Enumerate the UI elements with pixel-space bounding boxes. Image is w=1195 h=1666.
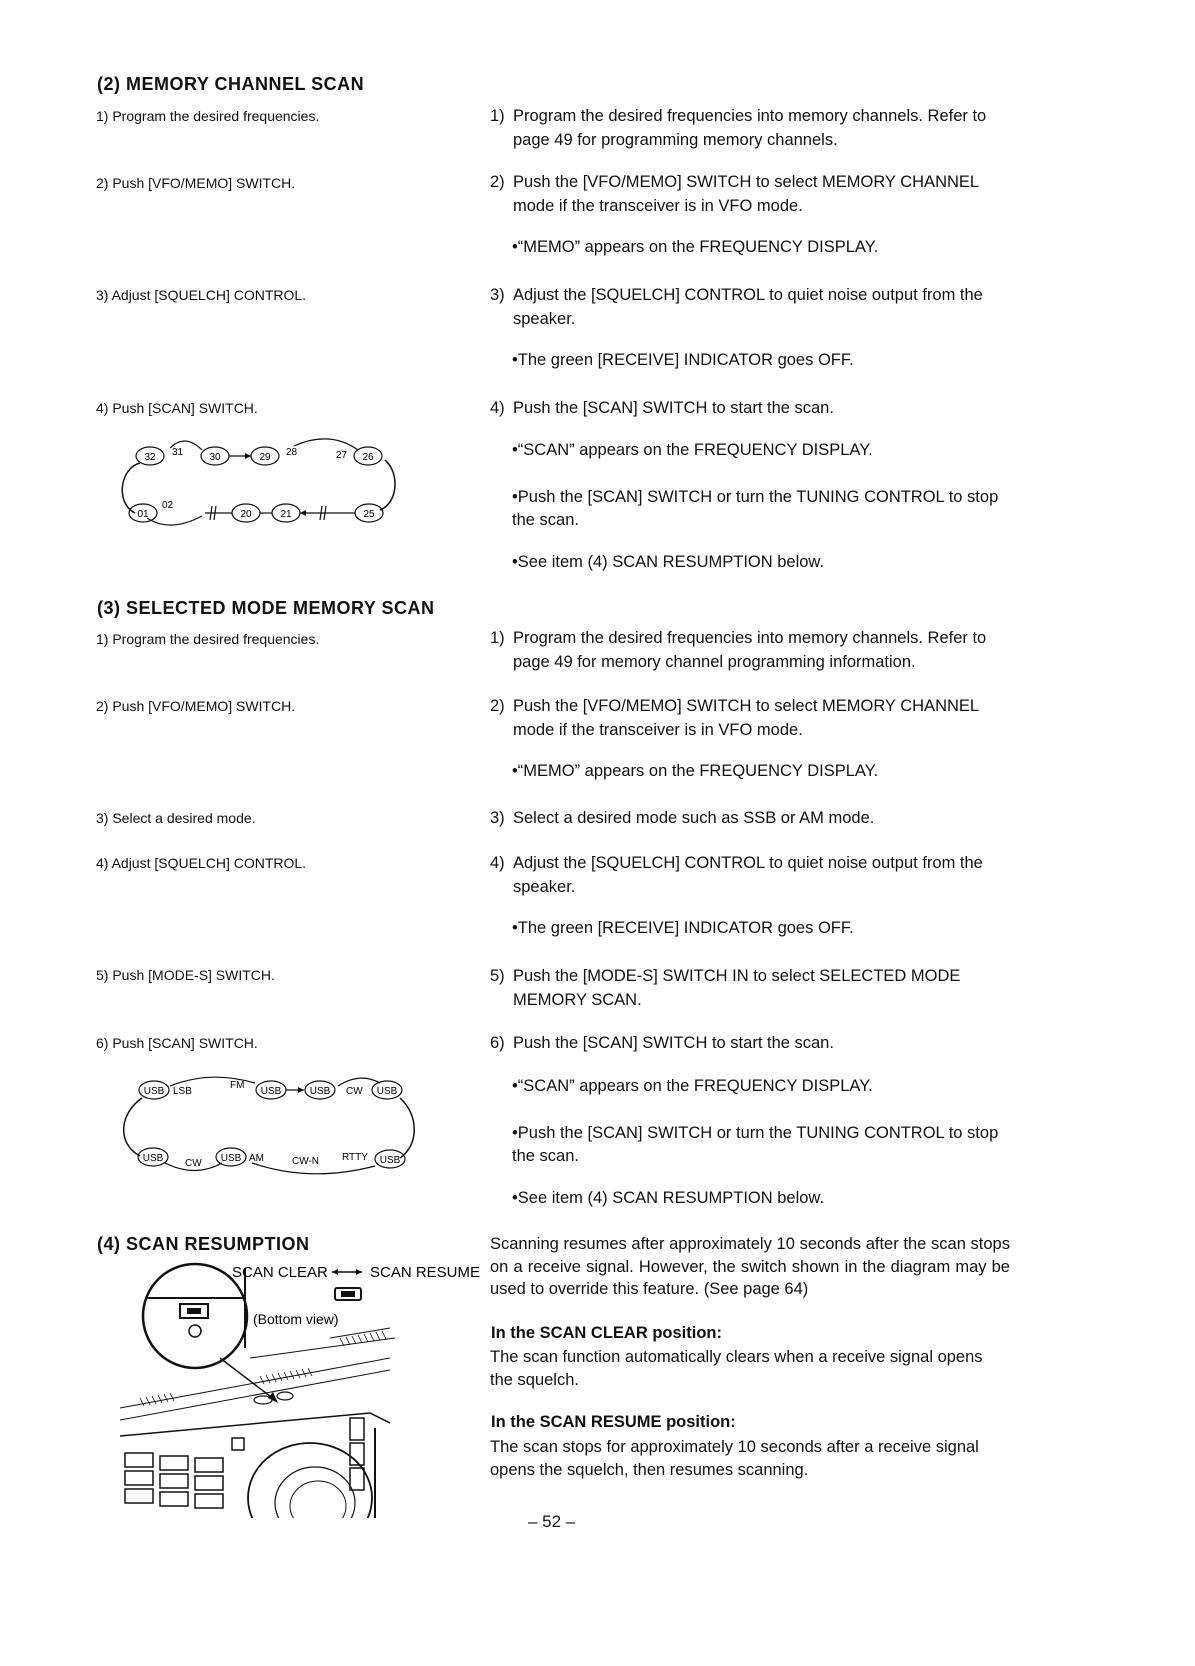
right-step: 3) Select a desired mode such as SSB or AM mode.	[490, 809, 875, 827]
right-step: 1) Program the desired frequencies into memory channels. Refer to page 49 for memory channel programming information.	[490, 629, 987, 671]
scan-clear-heading: In the SCAN CLEAR position:	[491, 1324, 722, 1342]
channel-label: 26	[362, 452, 374, 463]
mode-label: RTTY	[342, 1152, 368, 1163]
bullet-note: •The green [RECEIVE] INDICATOR goes OFF.	[512, 351, 854, 369]
left-step: 5) Push [MODE-S] SWITCH.	[96, 967, 275, 983]
left-step: 4) Adjust [SQUELCH] CONTROL.	[96, 855, 307, 871]
mode-label: CW	[185, 1158, 202, 1169]
bullet-note: •Push the [SCAN] SWITCH or turn the TUNING CONTROL to stop the scan.	[512, 488, 999, 529]
bullet-note: •The green [RECEIVE] INDICATOR goes OFF.	[512, 919, 854, 937]
mode-label: USB	[220, 1153, 242, 1164]
channel-label: 01	[137, 509, 149, 520]
channel-label: 31	[172, 447, 184, 458]
mode-label: FM	[230, 1080, 245, 1091]
left-step: 4) Push [SCAN] SWITCH.	[96, 400, 258, 416]
bullet-note: •See item (4) SCAN RESUMPTION below.	[512, 553, 825, 571]
right-step: 1) Program the desired frequencies into memory channels. Refer to page 49 for programming memory channels.	[490, 107, 987, 149]
memory-channel-scan-diagram	[110, 428, 420, 538]
channel-label: 20	[240, 509, 252, 520]
left-step: 6) Push [SCAN] SWITCH.	[96, 1035, 258, 1051]
left-step: 2) Push [VFO/MEMO] SWITCH.	[96, 698, 296, 714]
right-step: 2) Push the [VFO/MEMO] SWITCH to select MEMORY CHANNEL mode if the transceiver is in VFO mode.	[490, 173, 979, 215]
bottom-view-label: (Bottom view)	[253, 1311, 339, 1327]
bullet-note: •See item (4) SCAN RESUMPTION below.	[512, 1189, 825, 1207]
scan-clear-label: SCAN CLEAR	[232, 1264, 328, 1281]
page-number: – 52 –	[528, 1512, 576, 1531]
channel-label: 32	[144, 452, 156, 463]
right-step: 3) Adjust the [SQUELCH] CONTROL to quiet noise output from the speaker.	[490, 286, 983, 328]
mode-label: CW	[346, 1086, 363, 1097]
left-step: 3) Adjust [SQUELCH] CONTROL.	[96, 287, 307, 303]
channel-label: 29	[259, 452, 271, 463]
scan-clear-text: The scan function automatically clears when a receive signal opens the squelch.	[490, 1348, 983, 1389]
left-step: 3) Select a desired mode.	[96, 810, 256, 826]
channel-label: 02	[162, 500, 174, 511]
mode-label: USB	[142, 1153, 164, 1164]
right-step: 4) Adjust the [SQUELCH] CONTROL to quiet noise output from the speaker.	[490, 854, 983, 896]
right-step: 5) Push the [MODE-S] SWITCH IN to select SELECTED MODE MEMORY SCAN.	[490, 967, 961, 1009]
bullet-note: •“SCAN” appears on the FREQUENCY DISPLAY.	[512, 441, 873, 459]
bullet-note: •“MEMO” appears on the FREQUENCY DISPLAY.	[512, 762, 879, 780]
left-step: 1) Program the desired frequencies.	[96, 108, 320, 124]
channel-label: 21	[280, 509, 292, 520]
bullet-note: •“MEMO” appears on the FREQUENCY DISPLAY.	[512, 238, 879, 256]
bullet-note: •“SCAN” appears on the FREQUENCY DISPLAY.	[512, 1077, 873, 1095]
section-3-heading: (3) SELECTED MODE MEMORY SCAN	[97, 598, 435, 618]
mode-label: CW-N	[292, 1156, 320, 1167]
section-2-heading: (2) MEMORY CHANNEL SCAN	[97, 74, 365, 94]
mode-label: AM	[249, 1153, 264, 1164]
section-4-heading: (4) SCAN RESUMPTION	[97, 1234, 310, 1254]
bullet-note: •Push the [SCAN] SWITCH or turn the TUNING CONTROL to stop the scan.	[512, 1124, 999, 1165]
mode-label: USB	[309, 1086, 331, 1097]
left-step: 2) Push [VFO/MEMO] SWITCH.	[96, 175, 296, 191]
scan-switch-illustration	[100, 1258, 485, 1518]
tuning-knob	[248, 1443, 372, 1518]
scan-resume-heading: In the SCAN RESUME position:	[491, 1413, 736, 1431]
mode-label: LSB	[173, 1086, 192, 1097]
mode-label: USB	[376, 1086, 398, 1097]
channel-label: 28	[286, 447, 298, 458]
right-step: 4) Push the [SCAN] SWITCH to start the scan.	[490, 399, 834, 417]
left-step: 1) Program the desired frequencies.	[96, 631, 320, 647]
channel-label: 25	[363, 509, 375, 520]
mode-label: USB	[379, 1155, 401, 1166]
channel-label: 27	[336, 450, 348, 461]
selected-mode-scan-diagram	[110, 1068, 430, 1183]
scan-resumption-intro: Scanning resumes after approximately 10 seconds after the scan stops on a receive signal. However, the switch shown in the diagram may be used to override this feature. (See page 64)	[490, 1235, 1010, 1298]
right-step: 2) Push the [VFO/MEMO] SWITCH to select MEMORY CHANNEL mode if the transceiver is in VFO mode.	[490, 697, 979, 739]
right-step: 6) Push the [SCAN] SWITCH to start the scan.	[490, 1034, 834, 1052]
scan-resume-label: SCAN RESUME	[370, 1264, 481, 1281]
mode-label: USB	[143, 1086, 165, 1097]
mode-label: USB	[260, 1086, 282, 1097]
scan-resume-text: The scan stops for approximately 10 seconds after a receive signal opens the squelch, then resumes scanning.	[490, 1438, 979, 1479]
channel-label: 30	[209, 452, 221, 463]
